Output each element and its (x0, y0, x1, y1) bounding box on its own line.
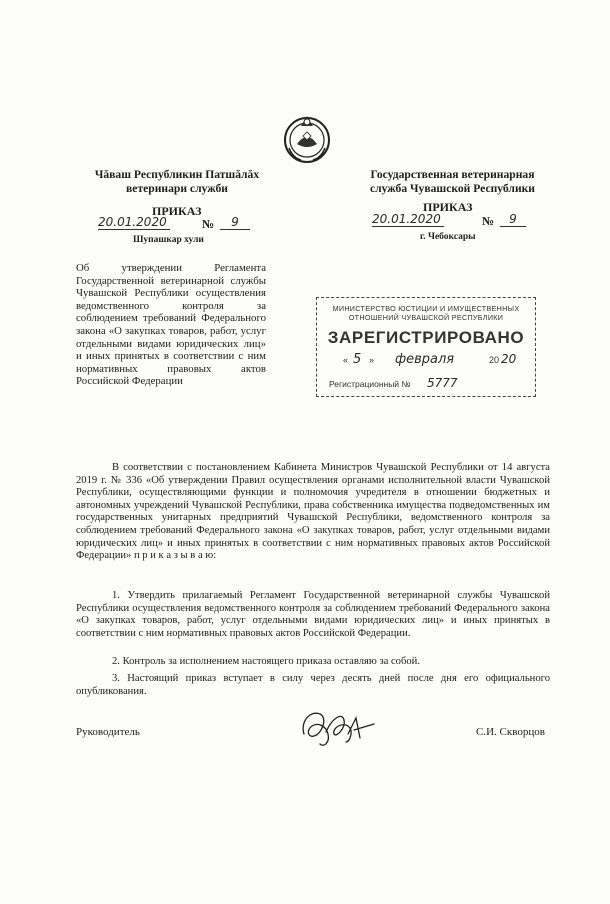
stamp-registered: ЗАРЕГИСТРИРОВАНО (327, 328, 525, 347)
header-left (82, 168, 272, 196)
order-subject: Об утверждении Регламента Государственной ветеринарной службы Чувашской Республики осуществления ведомственного контроля за соблюдением требований Федерального закона «О закупках товаров, работ, услуг отдельными видами юридических лиц» и иных принятых в соответствии с ним нормативных правовых актов Российской Федерации (76, 262, 266, 388)
item-1-paragraph: 1. Утвердить прилагаемый Регламент Государственной ветеринарной службы Чувашской Республики осуществления ведомственного контроля за соблюдением требований Федерального закона «О закупках товаров, работ, услуг отдельными видами юридических лиц» и иных принятых в соответствии с ним нормативных правовых актов Российской Федерации. (76, 590, 550, 639)
stamp-month: февраля (395, 352, 455, 367)
stamp-date-row (317, 352, 535, 370)
header-left-line2: ветеринари служби (126, 182, 228, 195)
city-left: Шупашкар хули (133, 235, 204, 245)
stamp-ministry (317, 304, 535, 322)
city-right: г. Чебоксары (420, 232, 476, 242)
stamp-reg-row (317, 376, 535, 392)
stamp-ministry-line1: МИНИСТЕРСТВО ЮСТИЦИИ И ИМУЩЕСТВЕННЫХ (332, 304, 520, 313)
number-sign-left: № (202, 217, 215, 231)
order-date-line-right (372, 212, 532, 228)
header-right-line2: служба Чувашской Республики (370, 182, 535, 195)
signer-name: С.И. Скворцов (476, 726, 545, 738)
order-date-left: 20.01.2020 (98, 215, 170, 230)
header-right (345, 168, 560, 196)
handwritten-signature-icon (296, 704, 382, 754)
order-date-line-left (98, 215, 260, 231)
stamp-day: 5 (353, 352, 362, 367)
stamp-quote-open: « (343, 355, 349, 365)
order-number-left: 9 (220, 215, 250, 230)
order-title-left: ПРИКАЗ (152, 204, 202, 218)
preamble-paragraph: В соответствии с постановлением Кабинета Министров Чувашской Республики от 14 августа 2019 г. № 336 «Об утверждении Правил осуществления органами исполнительной власти Чувашской Республики, осуществляющими функции и полномочия учредителя в отношении бюджетных и автономных учреждений Чувашской Республики, права собственника имущества подведомственных им государственных унитарных предприятий Чувашской Республики, ведомственного контроля за соблюдением требований Федерального закона «О закупках товаров, работ, услуг отдельными видами юридических лиц» и иных принятых в соответствии с ним нормативных правовых актов Российской Федерации» п р и к а з ы в а ю: (76, 462, 550, 562)
header-left-line1: Чăваш Республикин Патшăлăх (94, 168, 260, 181)
stamp-reg-number: 5777 (427, 376, 458, 390)
item-3-paragraph: 3. Настоящий приказ вступает в силу через десять дней после дня его официального опубликования. (76, 673, 550, 697)
order-number-right: 9 (500, 212, 526, 227)
stamp-quote-close: » (369, 355, 375, 365)
header-right-line1: Государственная ветеринарная (370, 168, 535, 181)
stamp-ministry-line2: ОТНОШЕНИЙ ЧУВАШСКОЙ РЕСПУБЛИКИ (348, 313, 504, 322)
stamp-reg-label: Регистрационный № (329, 379, 411, 389)
stamp-year-prefix: 20 (489, 355, 500, 365)
stamp-year: 20 (501, 352, 517, 366)
number-sign-right: № (482, 214, 495, 228)
emblem-icon (279, 110, 335, 166)
order-date-right: 20.01.2020 (372, 212, 444, 227)
item-2-paragraph: 2. Контроль за исполнением настоящего приказа оставляю за собой. (112, 656, 420, 667)
order-title-right: ПРИКАЗ (423, 200, 473, 214)
signer-position: Руководитель (76, 726, 140, 738)
registration-stamp (316, 297, 536, 397)
